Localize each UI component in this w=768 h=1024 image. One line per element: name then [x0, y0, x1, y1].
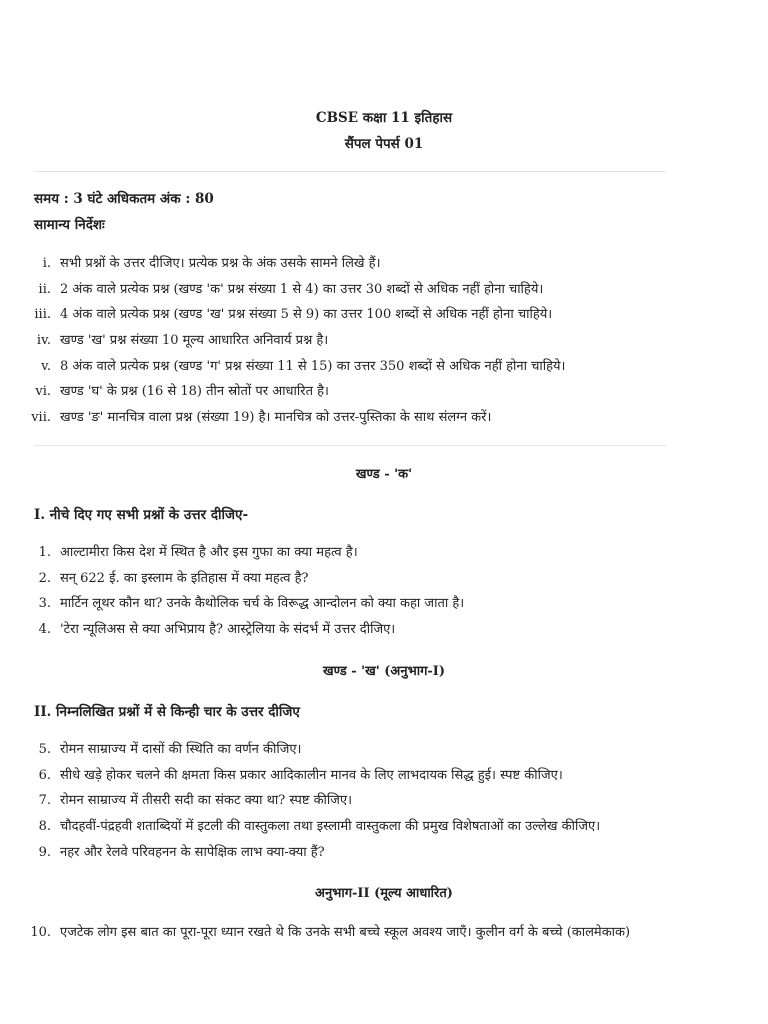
item-number: vi.: [35, 384, 51, 400]
item-number: 9.: [38, 844, 51, 860]
item-number: v.: [41, 358, 51, 374]
item-text: 8 अंक वाले प्रत्येक प्रश्न (खण्ड 'ग' प्रश्न संख्या 11 से 15) का उत्तर 350 शब्दों से अधिक नहीं होना चाहिये।: [60, 358, 566, 374]
list-item: [0, 566, 768, 592]
item-text: 'टेरा न्यूलिअस से क्या अभिप्राय है? आस्ट्रेलिया के संदर्भ में उत्तर दीजिए।: [60, 622, 396, 638]
list-item: [0, 763, 768, 789]
list-item: [0, 591, 768, 617]
list-item: [0, 405, 768, 431]
item-text: खण्ड 'ख' प्रश्न संख्या 10 मूल्य आधारित अनिवार्य प्रश्न है।: [60, 333, 329, 349]
item-number: ii.: [38, 281, 51, 297]
item-number: 4.: [38, 622, 51, 638]
section-a-heading: खण्ड - 'क': [355, 467, 413, 482]
item-text: चौदहवीं-पंद्रहवी शताब्दियों में इटली की वास्तुकला तथा इस्लामी वास्तुकला की प्रमुख विशेषताओं का उल्लेख कीजिए।: [60, 819, 601, 835]
item-text: एजटेक लोग इस बात का पूरा-पूरा ध्यान रखते थे कि उनके सभी बच्चे स्कूल अवश्य जाएँ। कुलीन वर्ग के बच्चे (कालमेकाक): [60, 925, 631, 940]
section-b-questions: [0, 737, 768, 865]
time-marks-line: समय : 3 घंटे अधिकतम अंक : 80: [34, 191, 214, 207]
item-number: 10.: [30, 925, 51, 940]
item-text: सीधे खड़े होकर चलने की क्षमता किस प्रकार आदिकालीन मानव के लिए लाभदायक सिद्ध हुई। स्पष्ट कीजिए।: [60, 767, 563, 783]
list-item: [0, 737, 768, 763]
item-text: आल्टामीरा किस देश में स्थित है और इस गुफा का क्या महत्व है।: [60, 545, 358, 560]
item-number: 3.: [38, 596, 51, 612]
item-text: रोमन साम्राज्य में तीसरी सदी का संकट क्या था? स्पष्ट कीजिए।: [60, 793, 353, 809]
section-a-question-heading: I. नीचे दिए गए सभी प्रश्नों के उत्तर दीजिए-: [34, 507, 249, 523]
item-text: 2 अंक वाले प्रत्येक प्रश्न (खण्ड 'क' प्रश्न संख्या 1 से 4) का उत्तर 30 शब्दों से अधिक नहीं होना चाहिये।: [60, 281, 544, 297]
item-number: i.: [42, 256, 51, 271]
document-title: CBSE कक्षा 11 इतिहास: [315, 110, 453, 126]
section-b-question-heading: II. निम्नलिखित प्रश्नों में से किन्ही चार के उत्तर दीजिए: [34, 704, 300, 720]
item-text: नहर और रेलवे परिवहनन के सापेक्षिक लाभ क्या-क्या हैं?: [60, 844, 325, 860]
item-text: रोमन साम्राज्य में दासों की स्थिति का वर्णन कीजिए।: [60, 742, 302, 757]
document-subtitle: सैंपल पेपर्स 01: [344, 136, 424, 152]
section-b-heading: खण्ड - 'ख' (अनुभाग-I): [322, 664, 446, 679]
item-number: 5.: [38, 742, 51, 757]
item-number: 2.: [38, 570, 51, 586]
divider: [34, 445, 666, 446]
list-item: [0, 840, 768, 866]
item-number: 7.: [38, 793, 51, 809]
section-b2-heading: अनुभाग-II (मूल्य आधारित): [315, 886, 453, 901]
item-text: खण्ड 'घ' के प्रश्न (16 से 18) तीन स्रोतों पर आधारित है।: [60, 384, 329, 400]
list-item: [0, 251, 768, 277]
item-number: vii.: [31, 410, 51, 426]
section-b2-questions: [0, 920, 768, 946]
item-text: सन् 622 ई. का इस्लाम के इतिहास में क्या महत्व है?: [60, 570, 309, 586]
divider: [34, 171, 666, 172]
instructions-heading: सामान्य निर्देशः: [34, 217, 105, 233]
list-item: [0, 788, 768, 814]
item-number: iii.: [34, 307, 51, 323]
list-item: [0, 617, 768, 643]
item-text: खण्ड 'ङ' मानचित्र वाला प्रश्न (संख्या 19) है। मानचित्र को उत्तर-पुस्तिका के साथ संलग्न करें।: [60, 410, 492, 426]
list-item: [0, 540, 768, 566]
list-item: [0, 354, 768, 380]
item-number: 1.: [38, 545, 51, 560]
item-text: मार्टिन लूथर कौन था? उनके कैथोलिक चर्च के विरूद्ध आन्दोलन को क्या कहा जाता है।: [60, 596, 465, 612]
list-item: [0, 328, 768, 354]
item-number: iv.: [36, 333, 51, 349]
list-item: [0, 814, 768, 840]
item-text: सभी प्रश्नों के उत्तर दीजिए। प्रत्येक प्रश्न के अंक उसके सामने लिखे हैं।: [60, 256, 381, 271]
instructions-list: [0, 251, 768, 431]
list-item: [0, 277, 768, 303]
item-text: 4 अंक वाले प्रत्येक प्रश्न (खण्ड 'ख' प्रश्न संख्या 5 से 9) का उत्तर 100 शब्दों से अधिक नहीं होना चाहिये।: [60, 307, 553, 323]
item-number: 6.: [38, 767, 51, 783]
list-item: [0, 920, 768, 946]
list-item: [0, 379, 768, 405]
list-item: [0, 302, 768, 328]
section-a-questions: [0, 540, 768, 643]
item-number: 8.: [38, 819, 51, 835]
